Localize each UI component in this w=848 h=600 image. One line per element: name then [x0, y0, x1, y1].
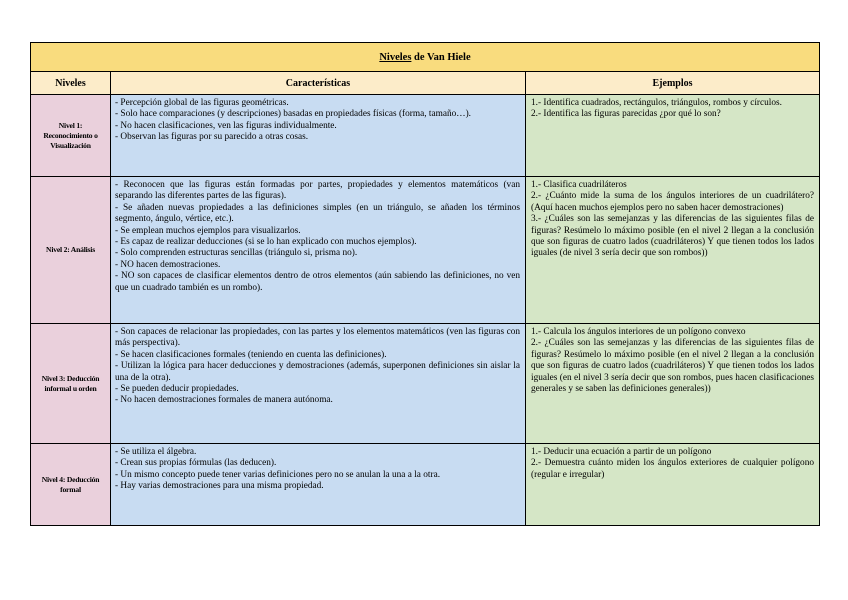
list-item: - Se emplean muchos ejemplos para visualizarlos. [115, 225, 301, 236]
list-item: - Se añaden nuevas propiedades a las definiciones simples (en un triángulo, se añaden los términos segmento, ángulo, vértice, etc.). [115, 202, 520, 225]
list-item: - Reconocen que las figuras están formadas por partes, propiedades y elementos matemáticos (van separando las diferentes partes de las figuras). [115, 180, 520, 202]
list-item: 2.- ¿Cuánto mide la suma de los ángulos interiores de un cuadrilátero? (Aquí hacen muchos ejemplos pero no saben hacer demostraciones) [531, 191, 814, 213]
level-cell: Nivel 4: Deducción formal [31, 444, 111, 526]
list-item: - Solo hace comparaciones (y descripciones) basadas en propiedades físicas (forma, tamaño…). [115, 109, 471, 120]
list-item: - Utilizan la lógica para hacer deducciones y demostraciones (además, superponen definiciones sin aislar la una de la otra). [115, 361, 520, 383]
van-hiele-table [30, 42, 820, 526]
list-item: 3.- ¿Cuáles son las semejanzas y las diferencias de las siguientes filas de figuras? Resúmelo lo máximo posible (en el nivel 2 llegan a la conclusión que son figuras de cuatro lados (cuadriláteros) Y que tienen todos los lados iguales (de nivel 3 sería decir que son rombos)) [531, 214, 814, 259]
list-item: - Un mismo concepto puede tener varias definiciones pero no se anulan la una a la otra. [115, 469, 441, 480]
list-item: 1.- Identifica cuadrados, rectángulos, triángulos, rombos y círculos. [531, 98, 782, 108]
title-underlined: Niveles [379, 51, 412, 63]
ejemplos-cell [526, 177, 820, 324]
list-item: 1.- Deducir una ecuación a partir de un polígono [531, 447, 712, 457]
ejemplos-cell [526, 444, 820, 526]
list-item: - No hacen clasificaciones, ven las figuras individualmente. [115, 120, 337, 131]
table-title [31, 43, 820, 72]
table-row [31, 444, 820, 526]
ejemplos-cell [526, 95, 820, 177]
header-niveles: Niveles [31, 72, 111, 95]
level-cell: Nivel 2: Análisis [31, 177, 111, 324]
list-item: - Hay varias demostraciones para una misma propiedad. [115, 481, 324, 492]
caracteristicas-cell [111, 95, 526, 177]
list-item: 2.- Identifica las figuras parecidas ¿por qué lo son? [531, 109, 721, 120]
caracteristicas-cell [111, 324, 526, 444]
list-item: 2.- ¿Cuáles son las semejanzas y las diferencias de las siguientes filas de figuras? Resúmelo lo máximo posible (en el nivel 2 llegan a la conclusión que son figuras de cuatro lados (cuadriláteros) Y que tienen todos los lados iguales (en el nivel 3 sería decir que son rombos, pues hacen clasificaciones generales y se saben las definiciones generales)) [531, 338, 814, 395]
list-item: - Se utiliza el álgebra. [115, 447, 197, 457]
list-item: 2.- Demuestra cuánto miden los ángulos exteriores de cualquier polígono (regular e irregular) [531, 458, 814, 480]
level-cell: Nivel 3: Deducción informal u orden [31, 324, 111, 444]
list-item: - Observan las figuras por su parecido a otras cosas. [115, 132, 309, 143]
list-item: - Se pueden deducir propiedades. [115, 384, 239, 395]
table-row [31, 95, 820, 177]
list-item: - Se hacen clasificaciones formales (teniendo en cuenta las definiciones). [115, 349, 387, 360]
caracteristicas-cell [111, 177, 526, 324]
table-row [31, 324, 820, 444]
list-item: - Solo comprenden estructuras sencillas (triángulo si, prisma no). [115, 248, 358, 259]
list-item: 1.- Clasifica cuadriláteros [531, 180, 627, 190]
list-item: - NO hacen demostraciones. [115, 259, 221, 270]
caracteristicas-cell [111, 444, 526, 526]
table-row [31, 177, 820, 324]
list-item: - Percepción global de las figuras geométricas. [115, 98, 289, 108]
list-item: - Crean sus propias fórmulas (las deducen). [115, 458, 277, 469]
header-caracteristicas: Características [111, 72, 526, 95]
ejemplos-cell [526, 324, 820, 444]
header-ejemplos: Ejemplos [526, 72, 820, 95]
title-rest: de Van Hiele [411, 51, 471, 63]
list-item: - NO son capaces de clasificar elementos dentro de otros elementos (aún sabiendo las definiciones, no ven que un cuadrado también es un rombo). [115, 271, 520, 293]
level-cell: Nivel 1: Reconocimiento o Visualización [31, 95, 111, 177]
list-item: - Son capaces de relacionar las propiedades, con las partes y los elementos matemáticos (ven las figuras con más perspectiva). [115, 327, 520, 349]
list-item: - Es capaz de realizar deducciones (si se lo han explicado con muchos ejemplos). [115, 237, 417, 248]
list-item: - No hacen demostraciones formales de manera autónoma. [115, 395, 333, 406]
list-item: 1.- Calcula los ángulos interiores de un polígono convexo [531, 327, 746, 337]
